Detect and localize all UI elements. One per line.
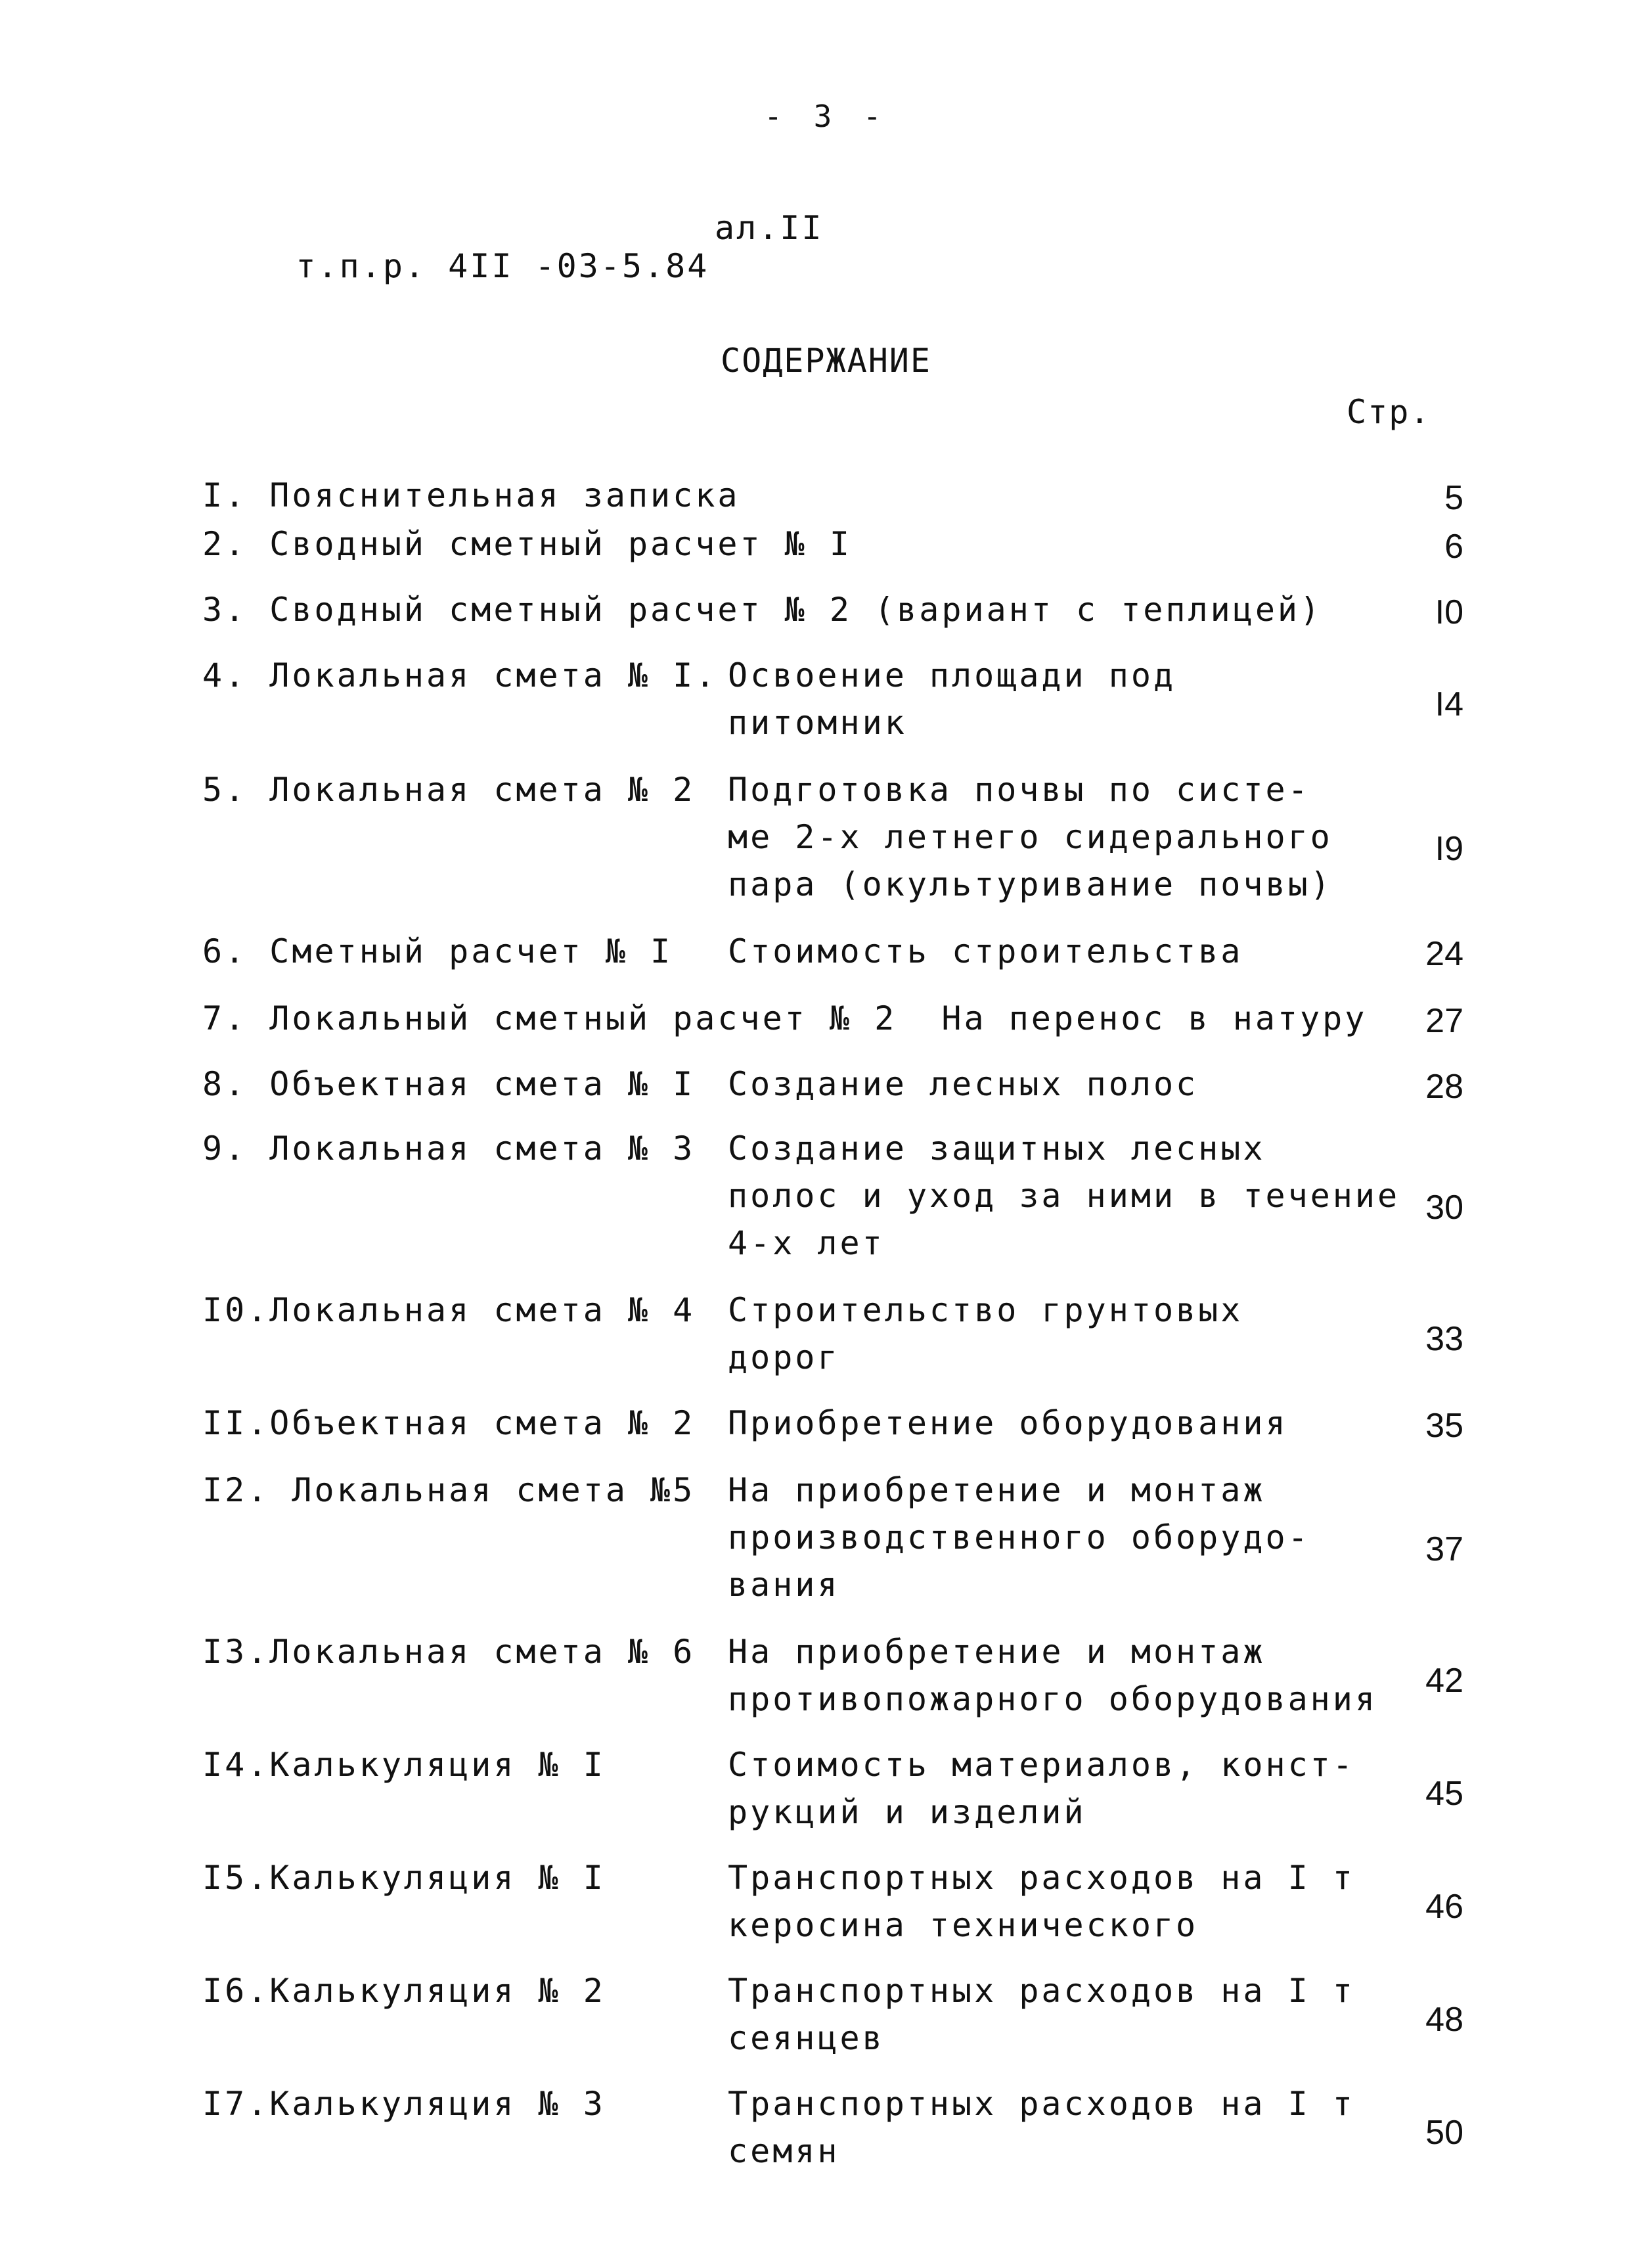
toc-item [202, 586, 1463, 633]
toc-item-page: 33 [1425, 1320, 1463, 1358]
toc-item-title: I4.Калькуляция № I [202, 1746, 606, 1784]
document-code [209, 209, 824, 361]
toc-item [202, 1628, 1463, 1723]
toc-item-page: 46 [1425, 1888, 1463, 1926]
toc-item-title: I2. Локальная смета №5 [202, 1471, 696, 1509]
toc-heading: СОДЕРЖАНИЕ [720, 342, 932, 380]
toc-item-page: 37 [1425, 1530, 1463, 1568]
toc-item-description: Строительство грунтовых дорог [728, 1291, 1243, 1376]
toc-item-title: I5.Калькуляция № I [202, 1859, 606, 1897]
toc-item [202, 1854, 1463, 1949]
toc-item-description: Подготовка почвы по систе- ме 2-х летнего сидерального пара (окультуривание почвы) [728, 771, 1333, 903]
toc-item-page: 27 [1425, 1002, 1463, 1040]
toc-item [202, 1399, 1463, 1447]
toc-item-description: Создание лесных полос [728, 1065, 1199, 1103]
toc-item-page: 48 [1425, 2001, 1463, 2039]
toc-item-title: 6. Сметный расчет № I [202, 932, 673, 970]
toc-item-page: 6 [1444, 528, 1463, 566]
toc-item-page: 45 [1425, 1775, 1463, 1813]
toc-item [202, 995, 1463, 1042]
toc-item-description: Транспортных расходов на I т семян [728, 2085, 1355, 2170]
toc-item [202, 520, 1463, 568]
toc-item [202, 1467, 1463, 1608]
toc-item [202, 766, 1463, 908]
toc-item-description: Освоение площади под питомник [728, 656, 1176, 742]
toc-item [202, 1286, 1463, 1381]
page-number: - 3 - [764, 99, 888, 134]
toc-item [202, 1060, 1463, 1108]
toc-item-title: 7. Локальный сметный расчет № 2 На перенос в натуру [202, 999, 1368, 1037]
toc-item-page: I4 [1435, 685, 1463, 723]
toc-item-page: 28 [1425, 1068, 1463, 1106]
toc-item-title: 8. Объектная смета № I [202, 1065, 696, 1103]
page-column-label: Стр. [1347, 393, 1431, 431]
toc-item-page: I0 [1435, 593, 1463, 631]
toc-item-title: I3.Локальная смета № 6 [202, 1633, 696, 1671]
toc-item-description: Транспортных расходов на I т сеянцев [728, 1972, 1355, 2057]
toc-item-description: Стоимость строительства [728, 932, 1243, 970]
toc-item-description: Приобретение оборудования [728, 1404, 1288, 1442]
toc-item-title: 2. Сводный сметный расчет № I [202, 525, 852, 563]
toc-item-title: I. Пояснительная записка [202, 476, 740, 514]
toc-item-title: I0.Локальная смета № 4 [202, 1291, 696, 1329]
toc-item [202, 1967, 1463, 2062]
toc-item-page: 42 [1425, 1662, 1463, 1700]
toc-item-title: 9. Локальная смета № 3 [202, 1129, 696, 1168]
project-code: т.п.р. 4II -03-5.84 [296, 247, 709, 285]
toc-item [202, 1125, 1463, 1267]
toc-item [202, 928, 1463, 975]
toc-item-page: I9 [1435, 830, 1463, 868]
toc-item-description: Транспортных расходов на I т керосина технического [728, 1859, 1355, 1944]
toc-item-title: 5. Локальная смета № 2 [202, 771, 696, 809]
toc-item-title: 3. Сводный сметный расчет № 2 (вариант с теплицей) [202, 591, 1323, 629]
toc-item-page: 5 [1444, 479, 1463, 517]
toc-item-title: 4. Локальная смета № I. [202, 656, 718, 694]
table-of-contents [202, 453, 1463, 2175]
toc-item-description: Стоимость материалов, конст- рукций и изделий [728, 1746, 1355, 1831]
toc-item-description: На приобретение и монтаж противопожарного оборудования [728, 1633, 1377, 1718]
toc-item-description: Создание защитных лесных полос и уход за ними в течение 4-х лет [728, 1129, 1400, 1262]
album-number: ал.II [715, 209, 824, 247]
toc-item-title: I7.Калькуляция № 3 [202, 2085, 606, 2123]
toc-item-description: На приобретение и монтаж производственного оборудо- вания [728, 1471, 1310, 1604]
toc-item-page: 24 [1425, 935, 1463, 973]
toc-item-page: 50 [1425, 2114, 1463, 2152]
toc-item-title: II.Объектная смета № 2 [202, 1404, 696, 1442]
toc-item [202, 652, 1463, 746]
toc-item [202, 472, 1463, 519]
toc-item [202, 1741, 1463, 1836]
toc-item-page: 30 [1425, 1189, 1463, 1227]
toc-item-page: 35 [1425, 1407, 1463, 1445]
toc-item-title: I6.Калькуляция № 2 [202, 1972, 606, 2010]
toc-item [202, 2080, 1463, 2175]
